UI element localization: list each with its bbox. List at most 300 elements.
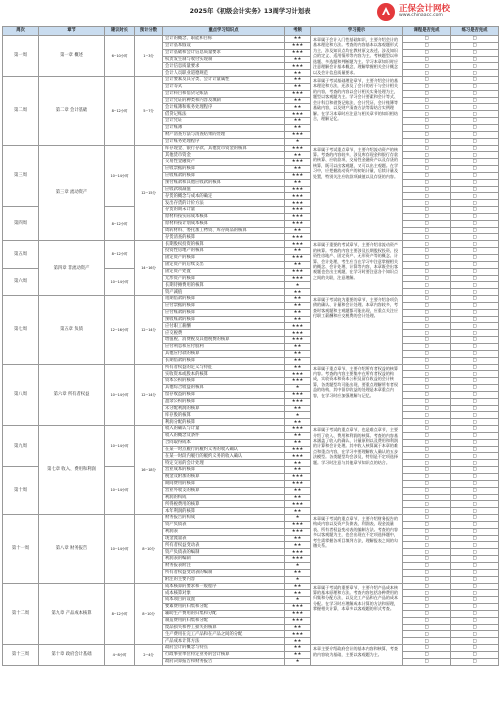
course-done-checkbox[interactable]: □ (403, 549, 451, 556)
practice-done-checkbox[interactable]: □ (451, 90, 499, 97)
practice-done-checkbox[interactable]: □ (451, 77, 499, 84)
practice-done-checkbox[interactable]: □ (451, 207, 499, 214)
frequency-cell: ★★★ (285, 398, 311, 405)
course-done-checkbox[interactable]: □ (403, 193, 451, 200)
frequency-cell: ★ (285, 576, 311, 583)
course-done-checkbox[interactable]: □ (403, 576, 451, 583)
practice-done-checkbox[interactable]: □ (451, 432, 499, 439)
course-done-checkbox[interactable]: □ (403, 638, 451, 645)
practice-done-checkbox[interactable]: □ (451, 515, 499, 522)
study-plan-table (2, 26, 499, 666)
key-point-cell: 盈余公积的核算 (163, 398, 285, 405)
key-point-cell: 利润表的编制 (163, 556, 285, 563)
practice-done-checkbox[interactable]: □ (451, 391, 499, 398)
course-done-checkbox[interactable]: □ (403, 446, 451, 453)
practice-done-checkbox[interactable]: □ (451, 118, 499, 125)
course-done-checkbox[interactable]: □ (403, 487, 451, 494)
frequency-cell: ★★ (285, 97, 311, 104)
course-done-checkbox[interactable]: □ (403, 302, 451, 309)
course-done-checkbox[interactable]: □ (403, 350, 451, 357)
course-done-checkbox[interactable]: □ (403, 343, 451, 350)
practice-done-checkbox[interactable]: □ (451, 494, 499, 501)
key-point-cell: 利润分配的核算 (163, 419, 285, 426)
course-done-checkbox[interactable]: □ (403, 651, 451, 658)
practice-done-checkbox[interactable]: □ (451, 159, 499, 166)
course-done-checkbox[interactable]: □ (403, 508, 451, 515)
practice-done-checkbox[interactable]: □ (451, 597, 499, 604)
practice-done-checkbox[interactable]: □ (451, 337, 499, 344)
practice-done-checkbox[interactable]: □ (451, 248, 499, 255)
frequency-cell: ★★★ (285, 275, 311, 282)
practice-done-checkbox[interactable]: □ (451, 330, 499, 337)
key-point-cell: 资本公积的核算 (163, 378, 285, 385)
practice-done-checkbox[interactable]: □ (451, 104, 499, 111)
table-row (3, 241, 499, 248)
table-row (3, 645, 499, 652)
key-point-cell: 固定资产的核算 (163, 255, 285, 262)
practice-done-checkbox[interactable]: □ (451, 385, 499, 392)
course-done-checkbox[interactable]: □ (403, 617, 451, 624)
course-done-checkbox[interactable]: □ (403, 316, 451, 323)
practice-done-checkbox[interactable]: □ (451, 528, 499, 535)
frequency-cell: ★★ (285, 460, 311, 467)
course-done-checkbox[interactable]: □ (403, 432, 451, 439)
practice-done-checkbox[interactable]: □ (451, 186, 499, 193)
practice-done-checkbox[interactable]: □ (451, 651, 499, 658)
practice-done-checkbox[interactable]: □ (451, 624, 499, 631)
course-done-checkbox[interactable]: □ (403, 590, 451, 597)
course-done-checkbox[interactable]: □ (403, 357, 451, 364)
frequency-cell: ★★★ (285, 220, 311, 227)
practice-done-checkbox[interactable]: □ (451, 261, 499, 268)
practice-done-checkbox[interactable]: □ (451, 166, 499, 173)
practice-done-checkbox[interactable]: □ (451, 268, 499, 275)
practice-done-checkbox[interactable]: □ (451, 220, 499, 227)
frequency-cell: ★★ (285, 248, 311, 255)
duration-cell: 8~12小时 (105, 77, 135, 145)
practice-done-checkbox[interactable]: □ (451, 583, 499, 590)
practice-done-checkbox[interactable]: □ (451, 111, 499, 118)
practice-done-checkbox[interactable]: □ (451, 131, 499, 138)
course-done-checkbox[interactable]: □ (403, 604, 451, 611)
course-done-checkbox[interactable]: □ (403, 296, 451, 303)
course-done-checkbox[interactable]: □ (403, 453, 451, 460)
course-done-checkbox[interactable]: □ (403, 124, 451, 131)
key-point-cell: 其他应付款的核算 (163, 350, 285, 357)
course-done-checkbox[interactable]: □ (403, 439, 451, 446)
frequency-cell: ★ (285, 282, 311, 289)
logo-name: 正保会计网校 (399, 4, 451, 15)
frequency-cell: ★★ (285, 289, 311, 296)
tip-cell: 本章属于重要的考试章节，主要介绍非流动资产的核算。考查的内容主要涉及长期股权投资、投资性房地产、固定资产、无形资产等的概念、计算、会计处理，考生应当在学习中注意掌握相关的概念、会计处理、计算等内容，本章既会出客观题也会出主观题，在学习时要注意各个知识点之间的关联，注意理解。 (311, 241, 403, 296)
practice-done-checkbox[interactable]: □ (451, 378, 499, 385)
key-point-cell: 资产负债表 (163, 521, 285, 528)
course-done-checkbox[interactable]: □ (403, 241, 451, 248)
key-point-cell: 所得税费用的核算 (163, 501, 285, 508)
table-row (3, 426, 499, 433)
practice-done-checkbox[interactable]: □ (451, 474, 499, 481)
frequency-cell: ★★ (285, 419, 311, 426)
course-done-checkbox[interactable]: □ (403, 426, 451, 433)
practice-done-checkbox[interactable]: □ (451, 296, 499, 303)
key-point-cell: 固定资产的后续支出 (163, 261, 285, 268)
practice-done-checkbox[interactable]: □ (451, 282, 499, 289)
practice-done-checkbox[interactable]: □ (451, 179, 499, 186)
key-point-cell: 在某一时点履行的履约义务的收入确认 (163, 446, 285, 453)
practice-done-checkbox[interactable]: □ (451, 480, 499, 487)
course-done-checkbox[interactable]: □ (403, 597, 451, 604)
course-done-checkbox[interactable]: □ (403, 104, 451, 111)
course-done-checkbox[interactable]: □ (403, 419, 451, 426)
course-done-checkbox[interactable]: □ (403, 179, 451, 186)
frequency-cell: ★★ (285, 152, 311, 159)
course-done-checkbox[interactable]: □ (403, 42, 451, 49)
course-done-checkbox[interactable]: □ (403, 36, 451, 43)
course-done-checkbox[interactable]: □ (403, 521, 451, 528)
course-done-checkbox[interactable]: □ (403, 542, 451, 549)
course-done-checkbox[interactable]: □ (403, 467, 451, 474)
course-done-checkbox[interactable]: □ (403, 63, 451, 70)
frequency-cell: ★★★ (285, 207, 311, 214)
chapter-cell: 第五章 负债 (39, 296, 105, 364)
frequency-cell: ★★ (285, 70, 311, 77)
practice-done-checkbox[interactable]: □ (451, 562, 499, 569)
practice-done-checkbox[interactable]: □ (451, 152, 499, 159)
practice-done-checkbox[interactable]: □ (451, 645, 499, 652)
frequency-cell: ★★ (285, 508, 311, 515)
key-point-cell: 长期待摊费用的核算 (163, 282, 285, 289)
practice-done-checkbox[interactable]: □ (451, 638, 499, 645)
practice-done-checkbox[interactable]: □ (451, 542, 499, 549)
frequency-cell: ★★ (285, 296, 311, 303)
practice-done-checkbox[interactable]: □ (451, 412, 499, 419)
course-done-checkbox[interactable]: □ (403, 200, 451, 207)
practice-done-checkbox[interactable]: □ (451, 241, 499, 248)
key-point-cell: 增值税、消费税及其他税费的核算 (163, 337, 285, 344)
practice-done-checkbox[interactable]: □ (451, 460, 499, 467)
practice-done-checkbox[interactable]: □ (451, 535, 499, 542)
course-done-checkbox[interactable]: □ (403, 501, 451, 508)
frequency-cell: ★★ (285, 343, 311, 350)
course-done-checkbox[interactable]: □ (403, 337, 451, 344)
practice-done-checkbox[interactable]: □ (451, 36, 499, 43)
frequency-cell: ★★★ (285, 193, 311, 200)
header-practice-done: 练习是否完成 (451, 27, 499, 36)
course-done-checkbox[interactable]: □ (403, 528, 451, 535)
frequency-cell: ★★ (285, 36, 311, 43)
frequency-cell: ★★ (285, 350, 311, 357)
key-point-cell: 库存股的核算 (163, 412, 285, 419)
tip-cell: 本章属于考试基础理论章节，主要介绍会计的基本理论和方法，还涉及了会计的若干与会计相关的内容，考查的内容以会计相关实务处理为主，题型以客观题为主。学习会计要素和会计等式、会计科目和借贷记账法，会计凭证，会计账簿等基础内容，以及财产清查方法等需结合实例理解。在学习本章时应注意与相关章节的知识相结合，理解记忆。 (311, 77, 403, 145)
key-point-cell: 会计等式 (163, 83, 285, 90)
course-done-checkbox[interactable]: □ (403, 56, 451, 63)
frequency-cell: ★★★ (285, 145, 311, 152)
course-done-checkbox[interactable]: □ (403, 172, 451, 179)
course-done-checkbox[interactable]: □ (403, 556, 451, 563)
tip-cell: 本章属于考试的重要章节，主要介绍产品成本核算的基本原理和方法。考查内容包括各种费用的归集和分配方法，以及完工产品和在产品的成本分配。在学习时应理解成本计算的方法和原理，掌握相关计算，本章多以客观题的形式考查。 (311, 583, 403, 645)
key-point-cell: 其他综合收益的核算 (163, 385, 285, 392)
practice-done-checkbox[interactable]: □ (451, 604, 499, 611)
frequency-cell: ★★ (285, 494, 311, 501)
course-done-checkbox[interactable]: □ (403, 77, 451, 84)
course-done-checkbox[interactable]: □ (403, 186, 451, 193)
practice-done-checkbox[interactable]: □ (451, 576, 499, 583)
practice-done-checkbox[interactable]: □ (451, 569, 499, 576)
chapter-cell: 第三章 流动资产 (39, 145, 105, 241)
course-done-checkbox[interactable]: □ (403, 658, 451, 665)
course-done-checkbox[interactable]: □ (403, 275, 451, 282)
score-cell: 8~10分 (135, 515, 163, 583)
duration-cell: 12~16小时 (105, 296, 135, 364)
frequency-cell: ★★ (285, 439, 311, 446)
practice-done-checkbox[interactable]: □ (451, 343, 499, 350)
practice-done-checkbox[interactable]: □ (451, 302, 499, 309)
key-point-cell: 应收款项减值 (163, 186, 285, 193)
course-done-checkbox[interactable]: □ (403, 330, 451, 337)
frequency-cell: ★★ (285, 261, 311, 268)
practice-done-checkbox[interactable]: □ (451, 289, 499, 296)
key-point-cell: 成本项目的设置 (163, 597, 285, 604)
frequency-cell: ★★★ (285, 131, 311, 138)
practice-done-checkbox[interactable]: □ (451, 398, 499, 405)
course-done-checkbox[interactable]: □ (403, 391, 451, 398)
course-done-checkbox[interactable]: □ (403, 111, 451, 118)
course-done-checkbox[interactable]: □ (403, 261, 451, 268)
key-point-cell: 所有者权益变动表 (163, 542, 285, 549)
key-point-cell: 会计凭证 (163, 118, 285, 125)
header-score: 预计分数 (135, 27, 163, 36)
key-point-cell: 原材料按计划成本核算 (163, 220, 285, 227)
course-done-checkbox[interactable]: □ (403, 474, 451, 481)
course-done-checkbox[interactable]: □ (403, 213, 451, 220)
course-done-checkbox[interactable]: □ (403, 234, 451, 241)
table-row (3, 515, 499, 522)
key-point-cell: 资产负债表的编制 (163, 549, 285, 556)
course-done-checkbox[interactable]: □ (403, 49, 451, 56)
practice-done-checkbox[interactable]: □ (451, 617, 499, 624)
practice-done-checkbox[interactable]: □ (451, 124, 499, 131)
practice-done-checkbox[interactable]: □ (451, 419, 499, 426)
course-done-checkbox[interactable]: □ (403, 378, 451, 385)
course-done-checkbox[interactable]: □ (403, 460, 451, 467)
frequency-cell: ★★ (285, 583, 311, 590)
course-done-checkbox[interactable]: □ (403, 118, 451, 125)
course-done-checkbox[interactable]: □ (403, 131, 451, 138)
course-done-checkbox[interactable]: □ (403, 83, 451, 90)
chapter-cell: 第四章 非流动资产 (39, 241, 105, 296)
practice-done-checkbox[interactable]: □ (451, 70, 499, 77)
course-done-checkbox[interactable]: □ (403, 412, 451, 419)
practice-done-checkbox[interactable]: □ (451, 364, 499, 371)
duration-cell: 4~8小时 (105, 645, 135, 666)
key-point-cell: 存货清查的核算 (163, 234, 285, 241)
practice-done-checkbox[interactable]: □ (451, 556, 499, 563)
practice-done-checkbox[interactable]: □ (451, 200, 499, 207)
tip-cell: 本章属于考试重点章节，主要介绍流动资产的核算。考查的内容较多，涉及库存现金和银行存款的核算、应收款项、交易性金融资产以及存货的核算，既可以出客观题，又可以出主观题。在学习中，应把握流动资产的初始计量，后续计量及处置，特别关注应收款项减值以及存货的内容。 (311, 145, 403, 241)
frequency-cell: ★★★ (285, 391, 311, 398)
table-row (3, 364, 499, 371)
course-done-checkbox[interactable]: □ (403, 166, 451, 173)
practice-done-checkbox[interactable]: □ (451, 439, 499, 446)
frequency-cell: ★★ (285, 77, 311, 84)
practice-done-checkbox[interactable]: □ (451, 275, 499, 282)
table-row (3, 36, 499, 43)
practice-done-checkbox[interactable]: □ (451, 405, 499, 412)
practice-done-checkbox[interactable]: □ (451, 371, 499, 378)
course-done-checkbox[interactable]: □ (403, 138, 451, 145)
key-point-cell: 政府决算报告和财务报告 (163, 658, 285, 665)
key-point-cell: 实收资本或股本的核算 (163, 371, 285, 378)
practice-done-checkbox[interactable]: □ (451, 172, 499, 179)
practice-done-checkbox[interactable]: □ (451, 467, 499, 474)
practice-done-checkbox[interactable]: □ (451, 255, 499, 262)
practice-done-checkbox[interactable]: □ (451, 446, 499, 453)
chapter-cell: 第十章 政府会计基础 (39, 645, 105, 666)
key-point-cell: 收入的确认与计量 (163, 426, 285, 433)
course-done-checkbox[interactable]: □ (403, 398, 451, 405)
practice-done-checkbox[interactable]: □ (451, 145, 499, 152)
course-done-checkbox[interactable]: □ (403, 631, 451, 638)
frequency-cell: ★ (285, 597, 311, 604)
course-done-checkbox[interactable]: □ (403, 562, 451, 569)
course-done-checkbox[interactable]: □ (403, 159, 451, 166)
practice-done-checkbox[interactable]: □ (451, 323, 499, 330)
course-done-checkbox[interactable]: □ (403, 282, 451, 289)
practice-done-checkbox[interactable]: □ (451, 357, 499, 364)
key-point-cell: 财务报表附注 (163, 562, 285, 569)
key-point-cell: 合同取得成本 (163, 439, 285, 446)
course-done-checkbox[interactable]: □ (403, 515, 451, 522)
course-done-checkbox[interactable]: □ (403, 364, 451, 371)
key-point-cell: 会计的概念、职能和目标 (163, 36, 285, 43)
frequency-cell: ★★★ (285, 610, 311, 617)
frequency-cell: ★★ (285, 302, 311, 309)
practice-done-checkbox[interactable]: □ (451, 508, 499, 515)
header-week: 周次 (3, 27, 39, 36)
frequency-cell: ★★★ (285, 330, 311, 337)
practice-done-checkbox[interactable]: □ (451, 234, 499, 241)
course-done-checkbox[interactable]: □ (403, 289, 451, 296)
chapter-cell: 第七章 收入、费用和利润 (39, 426, 105, 515)
chapter-cell: 第二章 会计基础 (39, 77, 105, 145)
week-cell: 第十一周 (3, 515, 39, 583)
course-done-checkbox[interactable]: □ (403, 145, 451, 152)
course-done-checkbox[interactable]: □ (403, 569, 451, 576)
page-title: 2025年《初级会计实务》13周学习计划表 (189, 8, 311, 15)
practice-done-checkbox[interactable]: □ (451, 487, 499, 494)
frequency-cell: ★ (285, 138, 311, 145)
frequency-cell: ★★★ (285, 63, 311, 70)
frequency-cell: ★★ (285, 316, 311, 323)
frequency-cell: ★★ (285, 405, 311, 412)
practice-done-checkbox[interactable]: □ (451, 350, 499, 357)
course-done-checkbox[interactable]: □ (403, 70, 451, 77)
course-done-checkbox[interactable]: □ (403, 583, 451, 590)
key-point-cell: 本年利润的核算 (163, 508, 285, 515)
practice-done-checkbox[interactable]: □ (451, 501, 499, 508)
practice-done-checkbox[interactable]: □ (451, 42, 499, 49)
frequency-cell: ★★★ (285, 549, 311, 556)
duration-cell: 8~12小时 (105, 207, 135, 241)
score-cell: 16~18分 (135, 426, 163, 515)
week-cell: 第四周 (3, 207, 39, 241)
practice-done-checkbox[interactable]: □ (451, 193, 499, 200)
course-done-checkbox[interactable]: □ (403, 371, 451, 378)
course-done-checkbox[interactable]: □ (403, 152, 451, 159)
practice-done-checkbox[interactable]: □ (451, 316, 499, 323)
course-done-checkbox[interactable]: □ (403, 535, 451, 542)
key-point-cell: 预付账款和其他应收款的核算 (163, 179, 285, 186)
key-point-cell: 交易性金融资产 (163, 159, 285, 166)
course-done-checkbox[interactable]: □ (403, 255, 451, 262)
practice-done-checkbox[interactable]: □ (451, 658, 499, 665)
practice-done-checkbox[interactable]: □ (451, 213, 499, 220)
frequency-cell: ★★★ (285, 371, 311, 378)
frequency-cell: ★★★ (285, 631, 311, 638)
key-point-cell: 产品成本计算方法 (163, 638, 285, 645)
key-point-cell: 应收账款的核算 (163, 172, 285, 179)
tip-cell: 本章主要介绍政府会计的基本内容和核算，考查的内容较为基础，主要以客观题为主。 (311, 645, 403, 666)
course-done-checkbox[interactable]: □ (403, 90, 451, 97)
practice-done-checkbox[interactable]: □ (451, 49, 499, 56)
frequency-cell: ★★★ (285, 453, 311, 460)
practice-done-checkbox[interactable]: □ (451, 227, 499, 234)
week-cell: 第五周 (3, 241, 39, 268)
practice-done-checkbox[interactable]: □ (451, 631, 499, 638)
course-done-checkbox[interactable]: □ (403, 220, 451, 227)
practice-done-checkbox[interactable]: □ (451, 56, 499, 63)
table-row (3, 583, 499, 590)
key-point-cell: 利润的构成 (163, 494, 285, 501)
key-point-cell: 在某一时段内履行的履约义务的收入确认 (163, 453, 285, 460)
practice-done-checkbox[interactable]: □ (451, 590, 499, 597)
course-done-checkbox[interactable]: □ (403, 309, 451, 316)
frequency-cell: ★★ (285, 645, 311, 652)
practice-done-checkbox[interactable]: □ (451, 549, 499, 556)
course-done-checkbox[interactable]: □ (403, 610, 451, 617)
course-done-checkbox[interactable]: □ (403, 323, 451, 330)
practice-done-checkbox[interactable]: □ (451, 453, 499, 460)
key-point-cell: 短期借款的核算 (163, 296, 285, 303)
course-done-checkbox[interactable]: □ (403, 494, 451, 501)
key-point-cell: 会计人员职业道德规范 (163, 70, 285, 77)
course-done-checkbox[interactable]: □ (403, 248, 451, 255)
practice-done-checkbox[interactable]: □ (451, 426, 499, 433)
course-done-checkbox[interactable]: □ (403, 268, 451, 275)
practice-done-checkbox[interactable]: □ (451, 63, 499, 70)
course-done-checkbox[interactable]: □ (403, 480, 451, 487)
practice-done-checkbox[interactable]: □ (451, 97, 499, 104)
key-point-cell: 固定资产处置 (163, 268, 285, 275)
practice-done-checkbox[interactable]: □ (451, 309, 499, 316)
practice-done-checkbox[interactable]: □ (451, 610, 499, 617)
course-done-checkbox[interactable]: □ (403, 207, 451, 214)
course-done-checkbox[interactable]: □ (403, 385, 451, 392)
course-done-checkbox[interactable]: □ (403, 227, 451, 234)
course-done-checkbox[interactable]: □ (403, 405, 451, 412)
frequency-cell: ★ (285, 515, 311, 522)
practice-done-checkbox[interactable]: □ (451, 138, 499, 145)
course-done-checkbox[interactable]: □ (403, 624, 451, 631)
course-done-checkbox[interactable]: □ (403, 97, 451, 104)
practice-done-checkbox[interactable]: □ (451, 521, 499, 528)
practice-done-checkbox[interactable]: □ (451, 83, 499, 90)
key-point-cell: 财产清查方法与清查结果的处理 (163, 131, 285, 138)
key-point-cell: 生产费用在完工产品和在产品之间的分配 (163, 631, 285, 638)
frequency-cell: ★★ (285, 124, 311, 131)
frequency-cell: ★★★ (285, 49, 311, 56)
course-done-checkbox[interactable]: □ (403, 645, 451, 652)
